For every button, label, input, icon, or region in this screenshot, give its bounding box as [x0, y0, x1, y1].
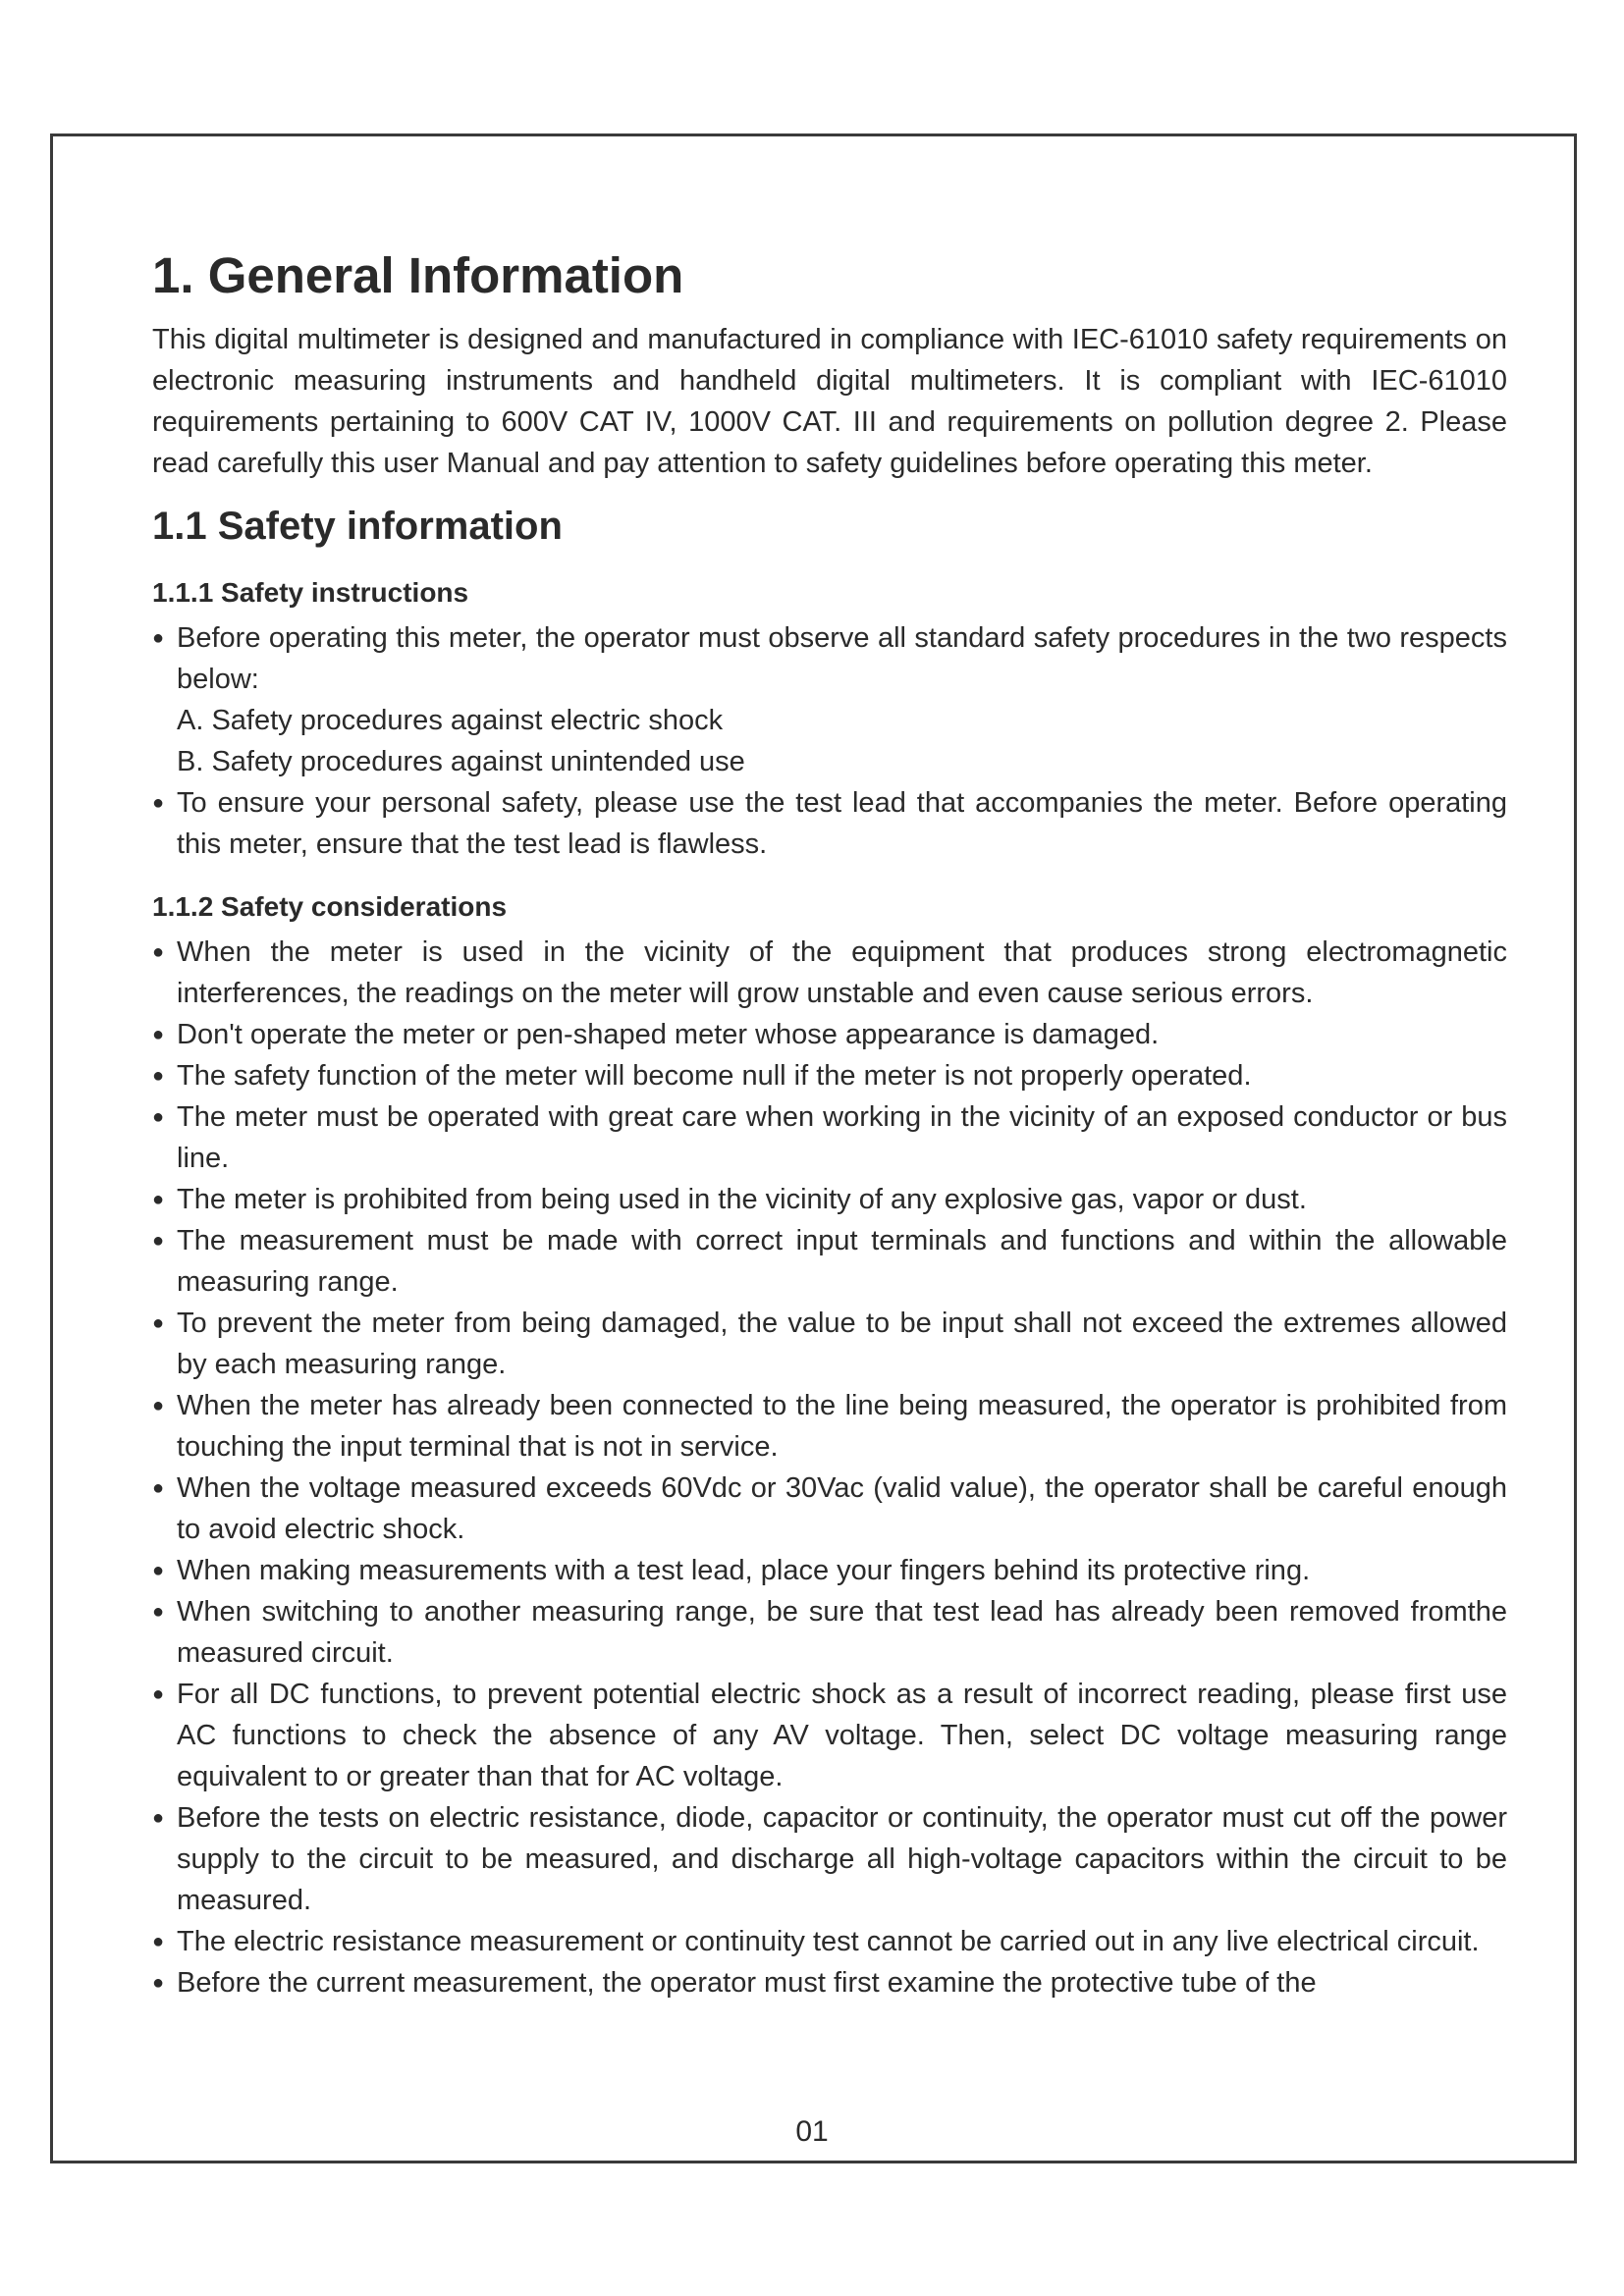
list-item-text: Before the tests on electric resistance, diode, capacitor or continuity, the operator must cut off the power supply to the circuit to be measured, and discharge all high-voltage capacitors within the circuit to be measured.: [177, 1801, 1507, 1916]
list-item-text: To ensure your personal safety, please use the test lead that accompanies the meter. Before operating this meter, ensure that the test lead is flawless.: [177, 786, 1507, 860]
bullet-icon: ●: [152, 1971, 165, 1994]
list-item-text: The electric resistance measurement or continuity test cannot be carried out in any live electrical circuit.: [177, 1925, 1480, 1957]
list-item: [152, 1962, 1507, 2003]
list-item-text: The meter is prohibited from being used in the vicinity of any explosive gas, vapor or dust.: [177, 1183, 1307, 1215]
section-title-safety-information: 1.1 Safety information: [152, 504, 563, 548]
subsection-title-safety-considerations: 1.1.2 Safety considerations: [152, 890, 508, 922]
list-item: [152, 1591, 1507, 1674]
bullet-icon: ●: [152, 1806, 165, 1829]
list-item: [152, 1674, 1507, 1797]
bullet-icon: ●: [152, 791, 165, 814]
list-item-text: The meter must be operated with great care when working in the vicinity of an exposed conductor or bus line.: [177, 1100, 1507, 1174]
bullet-icon: ●: [152, 1394, 165, 1416]
list-item-text: The measurement must be made with correct input terminals and functions and within the allowable measuring range.: [177, 1224, 1507, 1298]
list-item-text: Before the current measurement, the operator must first examine the protective tube of the: [177, 1966, 1317, 1999]
list-item-text: When making measurements with a test lead, place your fingers behind its protective ring.: [177, 1554, 1311, 1586]
list-item: [152, 1468, 1507, 1550]
list-item: [152, 1550, 1507, 1591]
list-item: [152, 617, 1507, 700]
list-item-text: When the meter has already been connected to the line being measured, the operator is prohibited from touching the input terminal that is not in service.: [177, 1389, 1507, 1463]
list-item: [152, 1303, 1507, 1385]
bullet-icon: ●: [152, 1023, 165, 1045]
list-item-text: Before operating this meter, the operator must observe all standard safety procedures in the two respects below:: [177, 621, 1507, 695]
bullet-icon: ●: [152, 940, 165, 963]
list-item: [152, 1797, 1507, 1921]
sub-list-item: B. Safety procedures against unintended use: [177, 745, 745, 777]
list-item: [152, 1921, 1507, 1962]
list-item-text: When switching to another measuring range, be sure that test lead has already been removed fromthe measured circuit.: [177, 1595, 1507, 1669]
list-item-text: To prevent the meter from being damaged, the value to be input shall not exceed the extremes allowed by each measuring range.: [177, 1307, 1507, 1380]
bullet-icon: ●: [152, 1930, 165, 1952]
list-item: [152, 932, 1507, 1014]
bullet-icon: ●: [152, 1600, 165, 1623]
list-item: [152, 1014, 1507, 1055]
list-item: [152, 1096, 1507, 1179]
list-item-text: The safety function of the meter will become null if the meter is not properly operated.: [177, 1059, 1252, 1092]
bullet-icon: ●: [152, 1476, 165, 1499]
list-item: [152, 1055, 1507, 1096]
bullet-icon: ●: [152, 1188, 165, 1210]
page-content: [152, 247, 1507, 2003]
bullet-icon: ●: [152, 1559, 165, 1581]
list-item-text: When the meter is used in the vicinity of the equipment that produces strong electromagnetic interferences, the readings on the meter will grow unstable and even cause serious errors.: [177, 935, 1507, 1009]
safety-considerations-list: [152, 932, 1507, 2003]
list-item: [152, 1220, 1507, 1303]
bullet-icon: ●: [152, 1682, 165, 1705]
bullet-icon: ●: [152, 1229, 165, 1252]
list-item: [152, 782, 1507, 865]
list-item-text: Don't operate the meter or pen-shaped meter whose appearance is damaged.: [177, 1018, 1160, 1050]
page-number: 01: [795, 2115, 829, 2148]
bullet-icon: ●: [152, 626, 165, 649]
list-item: [152, 1385, 1507, 1468]
bullet-icon: ●: [152, 1105, 165, 1128]
subsection-title-safety-instructions: 1.1.1 Safety instructions: [152, 576, 469, 608]
bullet-icon: ●: [152, 1064, 165, 1087]
list-item-text: When the voltage measured exceeds 60Vdc or 30Vac (valid value), the operator shall be careful enough to avoid electric shock.: [177, 1471, 1507, 1545]
list-item: [152, 1179, 1507, 1220]
list-item-text: For all DC functions, to prevent potential electric shock as a result of incorrect reading, please first use AC functions to check the absence of any AV voltage. Then, select DC voltage measuring range equivalent to or greater than that for AC voltage.: [177, 1678, 1507, 1792]
safety-instructions-list: [152, 617, 1507, 865]
intro-paragraph: This digital multimeter is designed and manufactured in compliance with IEC-61010 safety requirements on electronic measuring instruments and handheld digital multimeters. It is compliant with IEC-61010 requirements pertaining to 600V CAT IV, 1000V CAT. III and requirements on pollution degree 2. Please read carefully this user Manual and pay attention to safety guidelines before operating this meter.: [152, 323, 1507, 479]
page-title: 1. General Information: [152, 247, 684, 303]
sub-list-item: A. Safety procedures against electric shock: [177, 704, 724, 736]
bullet-icon: ●: [152, 1311, 165, 1334]
